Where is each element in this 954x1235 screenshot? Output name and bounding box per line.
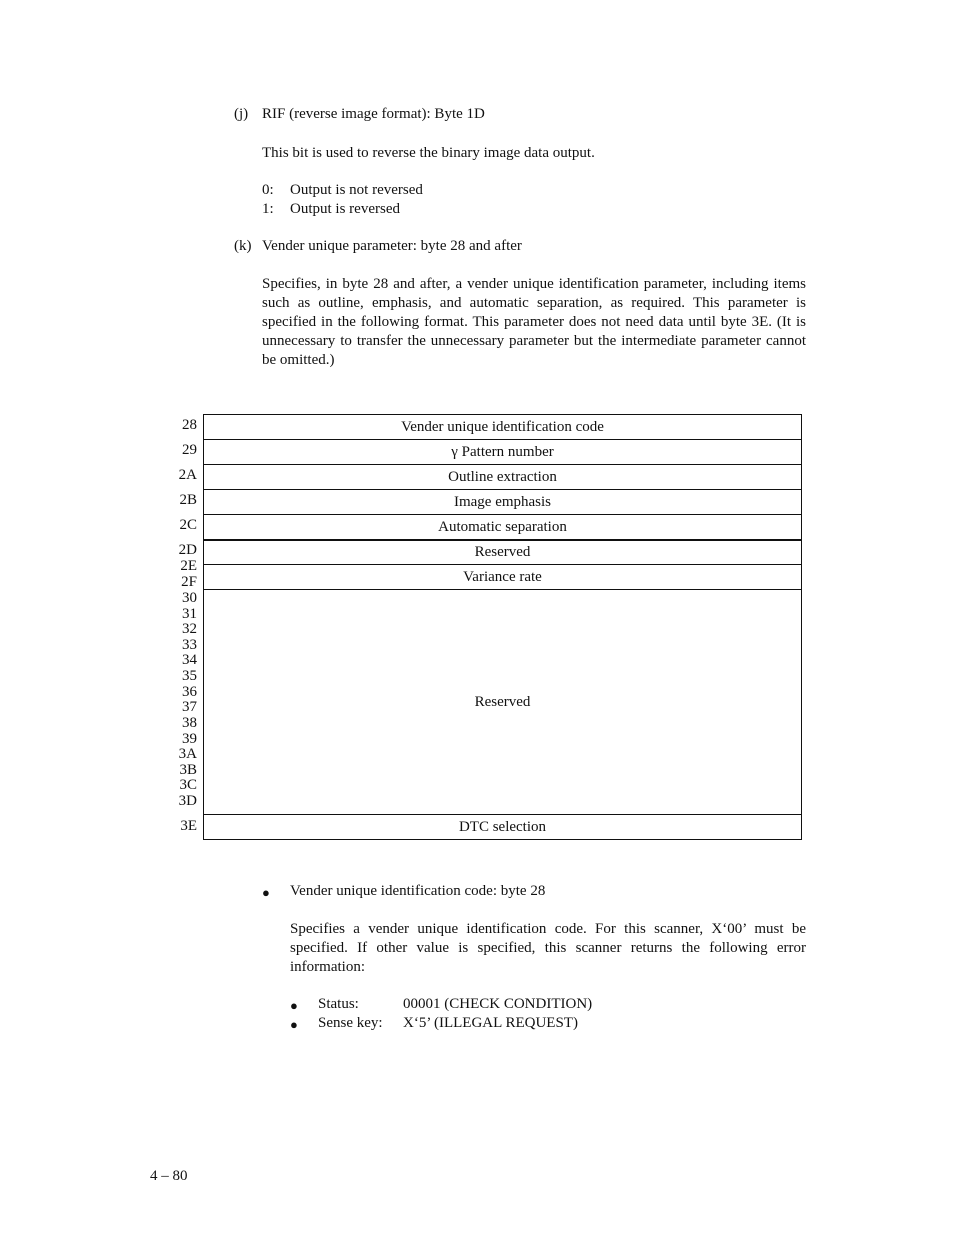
section-k-marker: (k) xyxy=(234,238,252,254)
byte-number: 2C xyxy=(179,517,197,533)
byte-number: 3C xyxy=(179,777,197,793)
error-value: X‘5’ (ILLEGAL REQUEST) xyxy=(403,1015,578,1031)
byte-number: 3D xyxy=(178,793,197,809)
table-row-automatic-separation xyxy=(203,514,802,540)
table-cell-label: Reserved xyxy=(474,693,531,710)
bullet-icon: ● xyxy=(262,885,270,900)
byte-number: 29 xyxy=(182,442,197,458)
section-k-heading: Vender unique parameter: byte 28 and after xyxy=(262,238,522,254)
table-cell-label: Automatic separation xyxy=(438,518,567,535)
table-row-gamma-pattern xyxy=(203,439,802,465)
byte-number: 35 xyxy=(182,668,197,684)
byte-number: 31 xyxy=(182,606,197,622)
error-label: Sense key: xyxy=(318,1015,383,1031)
byte-number: 38 xyxy=(182,715,197,731)
byte-number: 28 xyxy=(182,417,197,433)
byte-number: 32 xyxy=(182,621,197,637)
byte-number: 3E xyxy=(180,818,197,834)
byte-number: 3A xyxy=(178,746,197,762)
table-row-vender-code xyxy=(203,414,802,440)
table-row-reserved xyxy=(203,539,802,565)
table-cell-label: Image emphasis xyxy=(453,493,552,510)
byte-number: 39 xyxy=(182,731,197,747)
section-k-paragraph: Specifies, in byte 28 and after, a vender unique identification parameter, including items such as outline, emphasis, and automatic separation, as required. This parameter is specified in the following format. This parameter does not need data until byte 3E. (It is unnecessary to transfer the unnecessary parameter but the intermediate parameter cannot be omitted.) xyxy=(262,276,806,368)
byte-number: 37 xyxy=(182,699,197,715)
byte-number: 33 xyxy=(182,637,197,653)
byte-number: 36 xyxy=(182,684,197,700)
byte-number: 34 xyxy=(182,652,197,668)
table-cell-label: Vender unique identification code xyxy=(401,418,604,435)
page-number: 4 – 80 xyxy=(150,1168,188,1184)
table-row-variance-rate xyxy=(203,564,802,590)
option-code: 1: xyxy=(262,201,274,217)
byte-number: 30 xyxy=(182,590,197,606)
byte-number: 2E xyxy=(180,558,197,574)
section-j-description: This bit is used to reverse the binary image data output. xyxy=(262,145,595,161)
table-cell-label: DTC selection xyxy=(458,818,547,835)
error-value: 00001 (CHECK CONDITION) xyxy=(403,996,593,1012)
vuic-heading: Vender unique identification code: byte 28 xyxy=(290,883,546,899)
table-row-reserved-block xyxy=(203,589,802,815)
error-label: Status: xyxy=(318,996,359,1012)
option-text: Output is not reversed xyxy=(290,182,423,198)
byte-number: 2D xyxy=(178,542,197,558)
bullet-icon: ● xyxy=(290,1017,298,1032)
section-j-marker: (j) xyxy=(234,106,249,122)
bullet-icon: ● xyxy=(290,998,298,1013)
table-cell-label: Variance rate xyxy=(463,568,542,585)
table-row-dtc-selection xyxy=(203,814,802,840)
option-code: 0: xyxy=(262,182,274,198)
section-j-heading: RIF (reverse image format): Byte 1D xyxy=(262,106,485,122)
table-cell-label: Reserved xyxy=(474,544,531,560)
table-cell-label: Outline extraction xyxy=(448,468,557,485)
vuic-paragraph: Specifies a vender unique identification code. For this scanner, X‘00’ must be specified. If other value is specified, this scanner returns the following error information: xyxy=(290,921,806,975)
option-text: Output is reversed xyxy=(290,201,400,217)
table-cell-label: γ Pattern number xyxy=(451,443,554,460)
byte-number: 2F xyxy=(181,574,197,590)
byte-number: 2B xyxy=(179,492,197,508)
byte-number: 2A xyxy=(178,467,197,483)
table-row-outline-extraction xyxy=(203,464,802,490)
table-row-image-emphasis xyxy=(203,489,802,515)
byte-number: 3B xyxy=(179,762,197,778)
